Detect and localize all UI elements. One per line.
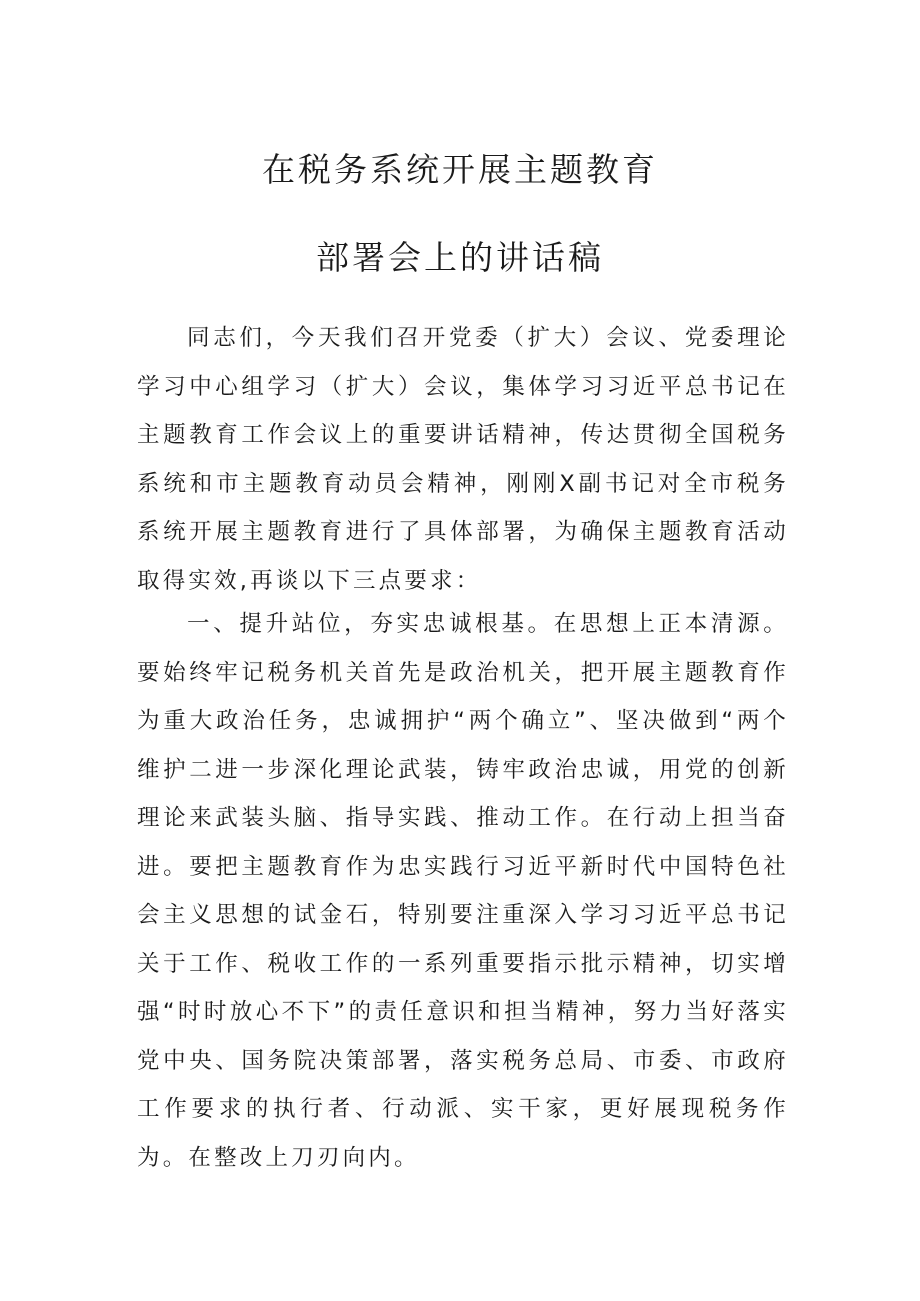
document-title-line-2: 部署会上的讲话稿 bbox=[316, 238, 604, 277]
document-title-line-1: 在税务系统开展主题教育 bbox=[262, 150, 658, 189]
paragraph-section-one: 一、提升站位，夯实忠诚根基。在思想上正本清源。要始终牢记税务机关首先是政治机关，把开展主题教育作为重大政治任务，忠诚拥护“两个确立”、坚决做到“两个维护二进一步深化理论武装，铸牢政治忠诚，用党的创新理论来武装头脑、指导实践、推动工作。在行动上担当奋进。要把主题教育作为忠实践行习近平新时代中国特色社会主义思想的试金石，特别要注重深入学习习近平总书记关于工作、税收工作的一系列重要指示批示精神，切实增强“时时放心不下”的责任意识和担当精神，努力当好落实党中央、国务院决策部署，落实税务总局、市委、市政府工作要求的执行者、行动派、实干家，更好展现税务作为。在整改上刀刃向内。 bbox=[137, 611, 789, 1171]
paragraph-opening: 同志们，今天我们召开党委（扩大）会议、党委理论学习中心组学习（扩大）会议，集体学习习近平总书记在主题教育工作会议上的重要讲话精神，传达贯彻全国税务系统和市主题教育动员会精神，刚刚X副书记对全市税务系统开展主题教育进行了具体部署，为确保主题教育活动取得实效,再谈以下三点要求： bbox=[137, 325, 789, 594]
